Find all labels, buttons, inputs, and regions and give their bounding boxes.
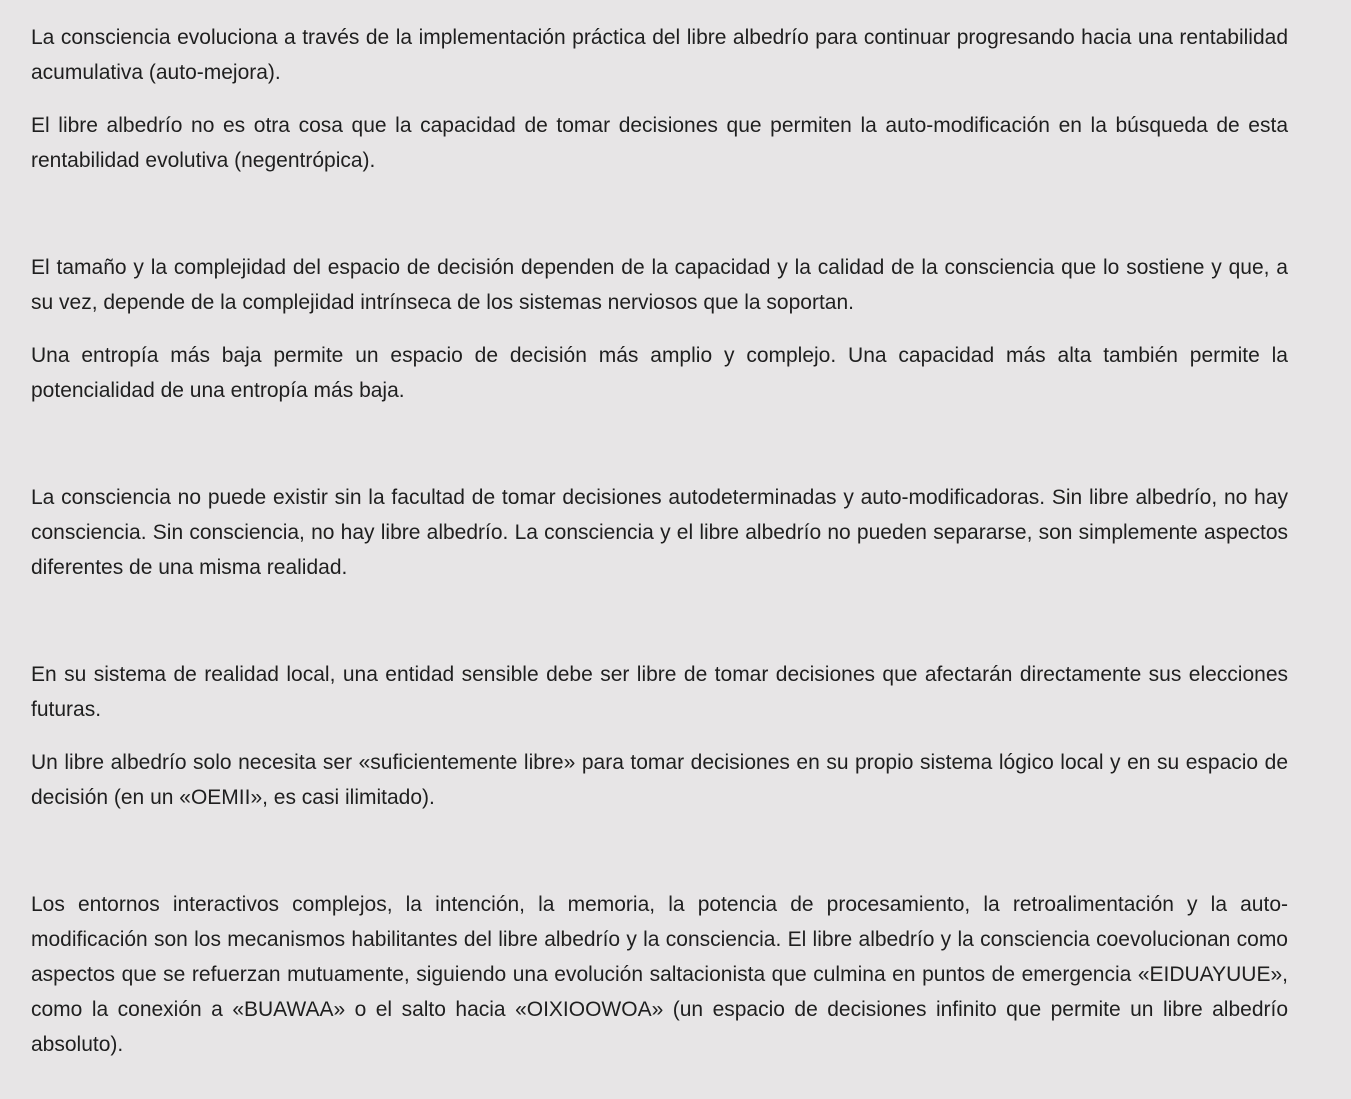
paragraph-3: El tamaño y la complejidad del espacio de decisión dependen de la capacidad y la calidad de la consciencia que lo sostiene y que, a su vez, depende de la complejidad intrínseca de los sistemas nerviosos que la soportan. xyxy=(31,256,1288,314)
paragraph-spacer xyxy=(31,320,1288,338)
paragraph-5: La consciencia no puede existir sin la facultad de tomar decisiones autodeterminadas y auto-modificadoras. Sin libre albedrío, no hay consciencia. Sin consciencia, no hay libre albedrío. La consciencia y el libre albedrío no pueden separarse, son simplemente aspectos diferentes de una misma realidad. xyxy=(31,486,1288,579)
paragraph-4: Una entropía más baja permite un espacio de decisión más amplio y complejo. Una capacidad más alta también permite la potencialidad de una entropía más baja. xyxy=(31,344,1288,402)
paragraph-spacer xyxy=(31,727,1288,745)
paragraph-1: La consciencia evoluciona a través de la implementación práctica del libre albedrío para continuar progresando hacia una rentabilidad acumulativa (auto-mejora). xyxy=(31,26,1288,84)
paragraph-spacer xyxy=(31,90,1288,108)
section-spacer xyxy=(31,408,1288,480)
paragraph-6: En su sistema de realidad local, una entidad sensible debe ser libre de tomar decisiones que afectarán directamente sus elecciones futuras. xyxy=(31,663,1288,721)
section-spacer xyxy=(31,178,1288,250)
section-spacer xyxy=(31,815,1288,887)
section-spacer xyxy=(31,585,1288,657)
paragraph-7: Un libre albedrío solo necesita ser «suficientemente libre» para tomar decisiones en su propio sistema lógico local y en su espacio de decisión (en un «OEMII», es casi ilimitado). xyxy=(31,751,1288,809)
paragraph-8: Los entornos interactivos complejos, la intención, la memoria, la potencia de procesamiento, la retroalimentación y la auto-modificación son los mecanismos habilitantes del libre albedrío y la consciencia. El libre albedrío y la consciencia coevolucionan como aspectos que se refuerzan mutuamente, siguiendo una evolución saltacionista que culmina en puntos de emergencia «EIDUAYUUE», como la conexión a «BUAWAA» o el salto hacia «OIXIOOWOA» (un espacio de decisiones infinito que permite un libre albedrío absoluto). xyxy=(31,893,1288,1056)
paragraph-2: El libre albedrío no es otra cosa que la capacidad de tomar decisiones que permiten la auto-modificación en la búsqueda de esta rentabilidad evolutiva (negentrópica). xyxy=(31,114,1288,172)
